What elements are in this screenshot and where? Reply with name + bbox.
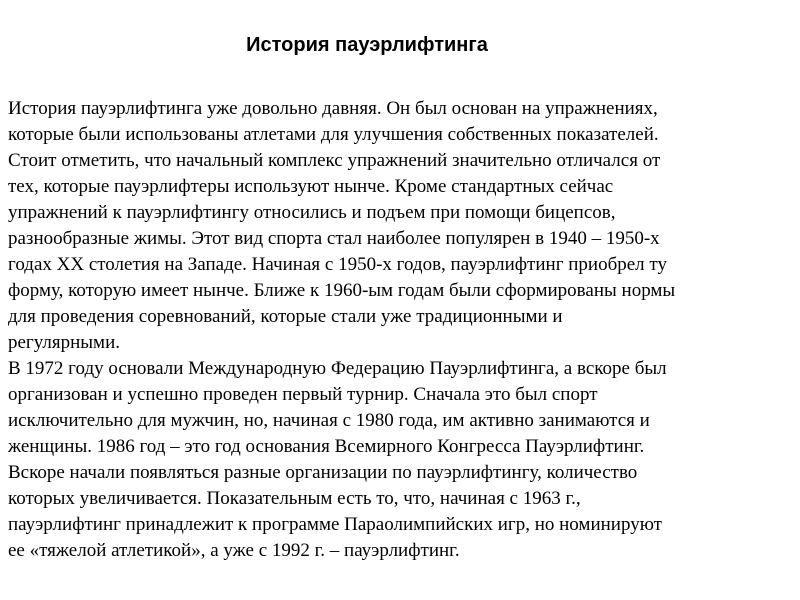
slide-title: История пауэрлифтинга	[246, 34, 488, 56]
body-line: ее «тяжелой атлетикой», а уже с 1992 г. – пауэрлифтинг.	[8, 540, 460, 561]
body-line: организован и успешно проведен первый турнир. Сначала это был спорт	[8, 384, 598, 405]
body-line: упражнений к пауэрлифтингу относились и подъем при помощи бицепсов,	[8, 202, 616, 223]
body-line: форму, которую имеет нынче. Ближе к 1960-ым годам были сформированы нормы	[8, 280, 676, 301]
body-line: исключительно для мужчин, но, начиная с 1980 года, им активно занимаются и	[8, 410, 650, 431]
body-line: для проведения соревнований, которые стали уже традиционными и	[8, 306, 563, 327]
body-line: пауэрлифтинг принадлежит к программе Параолимпийских игр, но номинируют	[8, 514, 662, 535]
body-line: которые были использованы атлетами для улучшения собственных показателей.	[8, 124, 659, 145]
body-line: Стоит отметить, что начальный комплекс упражнений значительно отличался от	[8, 150, 661, 171]
slide-body	[8, 96, 798, 564]
body-line: разнообразные жимы. Этот вид спорта стал наиболее популярен в 1940 – 1950-х	[8, 228, 660, 249]
body-line: Вскоре начали появляться разные организации по пауэрлифтингу, количество	[8, 462, 638, 483]
body-line: В 1972 году основали Международную Федерацию Пауэрлифтинга, а вскоре был	[8, 358, 667, 379]
body-line: женщины. 1986 год – это год основания Всемирного Конгресса Пауэрлифтинг.	[8, 436, 645, 457]
body-line: История пауэрлифтинга уже довольно давняя. Он был основан на упражнениях,	[8, 98, 658, 119]
body-line: годах XX столетия на Западе. Начиная с 1950-х годов, пауэрлифтинг приобрел ту	[8, 254, 667, 275]
body-line: тех, которые пауэрлифтеры используют нынче. Кроме стандартных сейчас	[8, 176, 614, 197]
body-line: которых увеличивается. Показательным есть то, что, начиная с 1963 г.,	[8, 488, 581, 509]
body-line: регулярными.	[8, 332, 120, 353]
